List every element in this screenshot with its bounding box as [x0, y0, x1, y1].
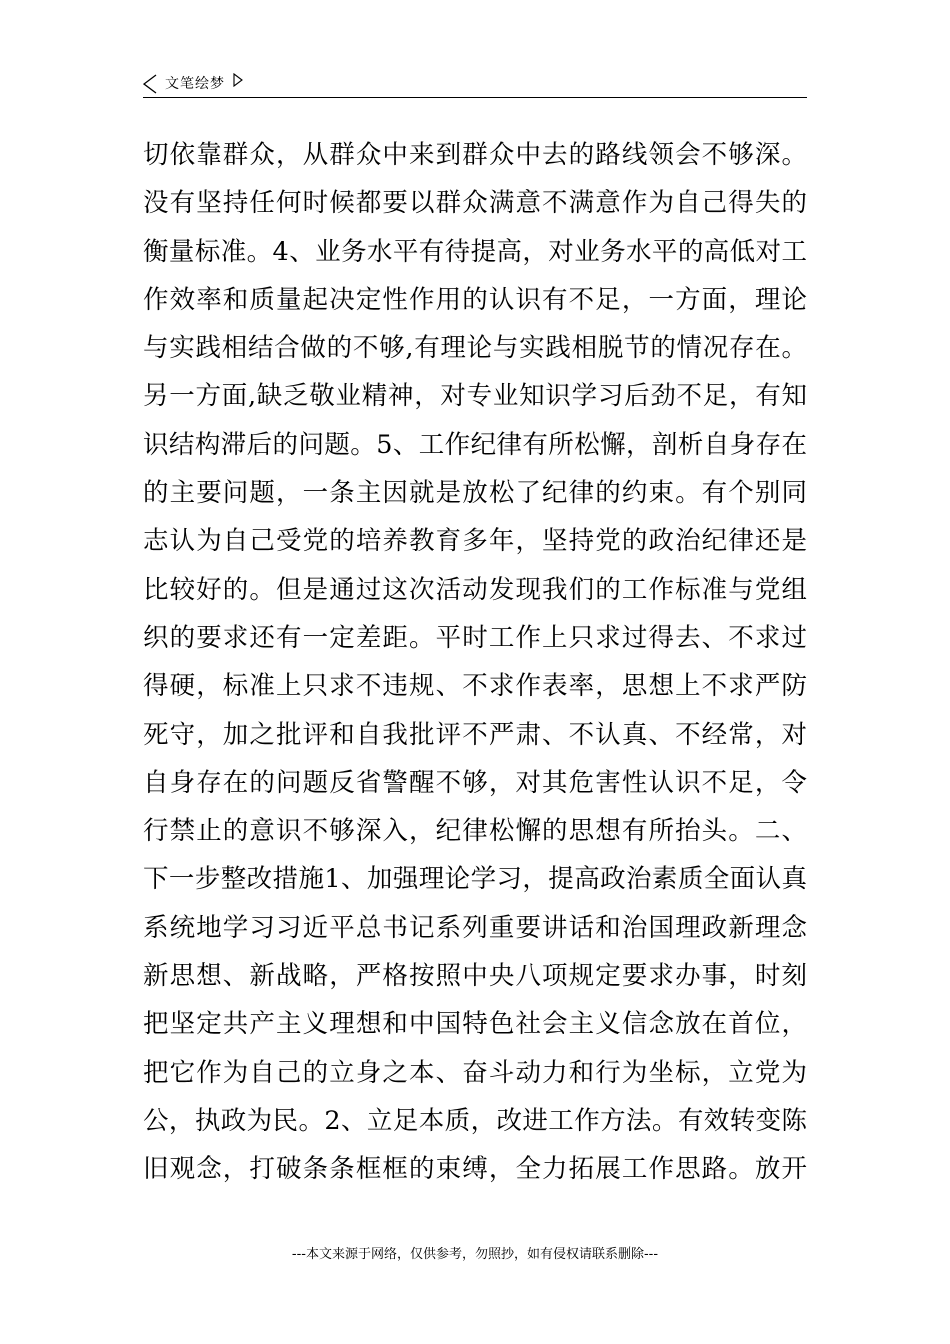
text-line: 衡量标准。4、业务水平有待提高，对业务水平的高低对工: [143, 236, 807, 267]
text-line: 把它作为自己的立身之本、奋斗动力和行为坐标，立党为: [143, 1057, 807, 1088]
text-line: 新思想、新战略，严格按照中央八项规定要求办事，时刻: [143, 961, 807, 992]
text-line: 另一方面,缺乏敬业精神，对专业知识学习后劲不足，有知: [143, 381, 807, 412]
text-line: 旧观念，打破条条框框的束缚，全力拓展工作思路。放开: [143, 1154, 807, 1185]
text-line: 死守，加之批评和自我批评不严肃、不认真、不经常，对: [143, 719, 807, 750]
text-line: 没有坚持任何时候都要以群众满意不满意作为自己得失的: [143, 188, 807, 219]
text-line: 志认为自己受党的培养教育多年，坚持党的政治纪律还是: [143, 526, 807, 557]
text-line: 得硬，标准上只求不违规、不求作表率，思想上不求严防: [143, 671, 807, 702]
text-line: 自身存在的问题反省警醒不够，对其危害性认识不足，令: [143, 767, 807, 798]
header-divider: [143, 97, 807, 98]
header-title: 文笔绘梦: [165, 76, 225, 92]
text-line: 与实践相结合做的不够,有理论与实践相脱节的情况存在。: [143, 333, 807, 364]
text-line: 系统地学习习近平总书记系列重要讲话和治国理政新理念: [143, 912, 807, 943]
document-body: [143, 131, 807, 1194]
text-line: 比较好的。但是通过这次活动发现我们的工作标准与党组: [143, 574, 807, 605]
text-line: 作效率和质量起决定性作用的认识有不足，一方面，理论: [143, 284, 807, 315]
text-line: 的主要问题，一条主因就是放松了纪律的约束。有个别同: [143, 478, 807, 509]
text-line: 下一步整改措施1、加强理论学习，提高政治素质全面认真: [143, 864, 807, 895]
text-line: 识结构滞后的问题。5、工作纪律有所松懈，剖析自身存在: [143, 429, 807, 460]
text-line: 行禁止的意识不够深入，纪律松懈的思想有所抬头。二、: [143, 816, 807, 847]
page-header: [143, 72, 807, 98]
text-line: 织的要求还有一定差距。平时工作上只求过得去、不求过: [143, 622, 807, 653]
text-line: 切依靠群众，从群众中来到群众中去的路线领会不够深。: [143, 140, 807, 170]
text-line: 公，执政为民。2、立足本质，改进工作方法。有效转变陈: [143, 1105, 807, 1136]
text-line: 把坚定共产主义理想和中国特色社会主义信念放在首位，: [143, 1009, 807, 1040]
triangle-right-outline-icon: [233, 73, 243, 87]
footer-disclaimer: ---本文来源于网络，仅供参考，勿照抄，如有侵权请联系删除---: [291, 1247, 659, 1262]
triangle-left-outline-icon: [143, 74, 157, 94]
